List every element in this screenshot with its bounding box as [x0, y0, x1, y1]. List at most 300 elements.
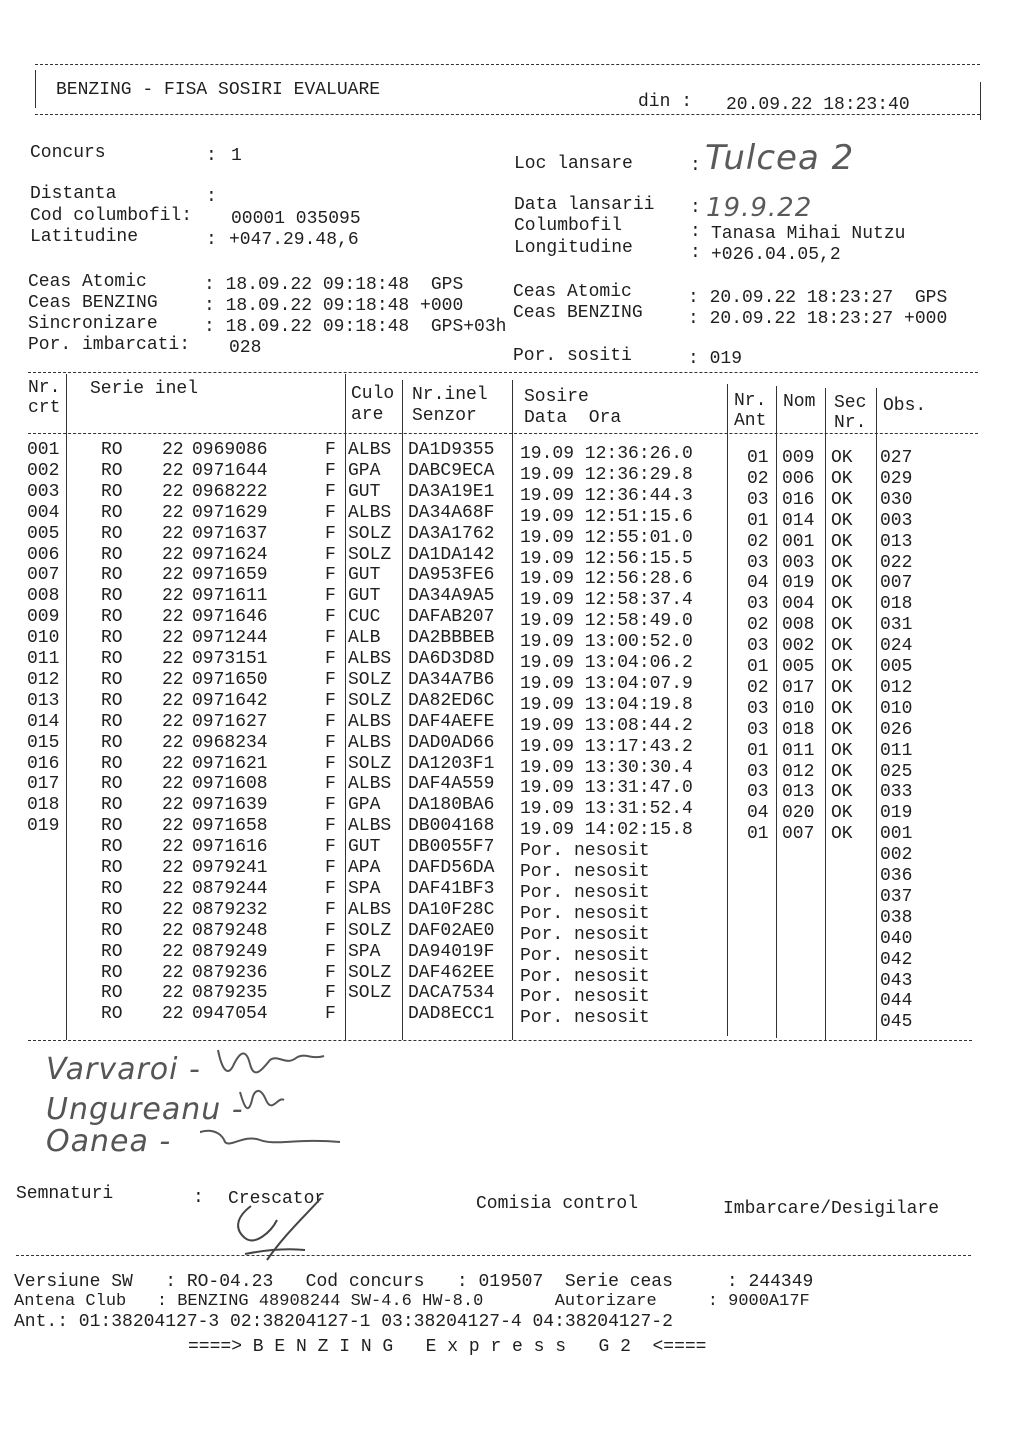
row-arrival: 19.09 12:36:29.8: [520, 464, 693, 485]
row-antenna: 02: [747, 615, 769, 636]
row-arrival: Por. nesosit: [520, 841, 650, 862]
row-antenna: 03: [747, 594, 769, 615]
columbofil-sep: :: [690, 222, 701, 242]
row-antenna: 03: [747, 782, 769, 803]
row-sex: F: [325, 690, 336, 711]
row-country: RO: [101, 586, 123, 607]
row-sec: OK: [831, 489, 853, 510]
row-nom: 007: [782, 824, 815, 845]
row-antenna: 01: [747, 510, 769, 531]
row-sex: F: [325, 837, 336, 858]
row-sex: F: [325, 774, 336, 795]
row-nr: 003: [27, 481, 60, 502]
row-sex: F: [325, 502, 336, 523]
th-nom: Nom: [783, 392, 816, 412]
row-arrival: 19.09 13:31:52.4: [520, 799, 693, 820]
row-year: 22: [162, 795, 184, 816]
table-top-rule: [28, 372, 978, 373]
row-ring-number: 0968234: [192, 732, 268, 753]
row-sensor: DA3A19E1: [408, 481, 495, 502]
row-color: ALBS: [348, 816, 392, 837]
row-sex: F: [325, 732, 336, 753]
row-sensor: DAF4AEFE: [408, 711, 495, 732]
row-ring-number: 0879236: [192, 962, 268, 983]
row-color: ALB: [348, 628, 381, 649]
row-ring-number: 0971637: [192, 523, 268, 544]
row-ring-number: 0971608: [192, 774, 268, 795]
row-sec: OK: [831, 510, 853, 531]
th-senzor-2: Senzor: [412, 406, 477, 426]
row-year: 22: [162, 711, 184, 732]
th-sec-2: Nr.: [834, 413, 867, 433]
row-year: 22: [162, 983, 184, 1004]
row-obs: 027: [880, 448, 913, 468]
row-country: RO: [101, 795, 123, 816]
row-country: RO: [101, 440, 123, 460]
handwritten-signatures-svg: [200, 1030, 360, 1160]
row-sex: F: [325, 753, 336, 774]
footer-line-2: Antena Club : BENZING 48908244 SW-4.6 HW-8.0 Autorizare : 9000A17F: [14, 1292, 810, 1311]
row-sec: OK: [831, 531, 853, 552]
row-antenna: 01: [747, 740, 769, 761]
row-color: SOLZ: [348, 690, 392, 711]
footer-line-3: Ant.: 01:38204127-3 02:38204127-1 03:38204127-4 04:38204127-2: [14, 1312, 673, 1332]
row-antenna: 03: [747, 698, 769, 719]
row-ring-number: 0971646: [192, 607, 268, 628]
row-nom: 018: [782, 719, 815, 740]
row-obs: 011: [880, 740, 913, 761]
row-sensor: DAF4A559: [408, 774, 495, 795]
row-country: RO: [101, 607, 123, 628]
row-country: RO: [101, 460, 123, 481]
row-nr: 010: [27, 628, 60, 649]
row-country: RO: [101, 711, 123, 732]
header-top-rule: [35, 64, 980, 65]
row-sensor: DAFAB207: [408, 607, 495, 628]
longitudine-value: +026.04.05,2: [711, 245, 841, 265]
row-obs: 022: [880, 552, 913, 573]
row-obs: 024: [880, 636, 913, 657]
row-arrival: 19.09 12:56:28.6: [520, 569, 693, 590]
row-color: ALBS: [348, 899, 392, 920]
row-nom: 014: [782, 510, 815, 531]
row-sec: OK: [831, 636, 853, 657]
latitudine-sep: :: [206, 230, 217, 250]
row-ring-number: 0971629: [192, 502, 268, 523]
row-ring-number: 0971611: [192, 586, 268, 607]
row-color: ALBS: [348, 502, 392, 523]
columbofil-value: Tanasa Mihai Nutzu: [711, 224, 906, 244]
row-ring-number: 0968222: [192, 481, 268, 502]
row-nom: 001: [782, 531, 815, 552]
row-nr: 006: [27, 544, 60, 565]
row-ring-number: 0879244: [192, 878, 268, 899]
row-sensor: DA34A9A5: [408, 586, 495, 607]
row-antenna: 01: [747, 824, 769, 845]
row-country: RO: [101, 565, 123, 586]
row-sensor: DAF02AE0: [408, 920, 495, 941]
row-arrival: 19.09 13:30:30.4: [520, 757, 693, 778]
row-sensor: DA3A1762: [408, 523, 495, 544]
row-sensor: DAFD56DA: [408, 858, 495, 878]
signature-3: [200, 1131, 340, 1144]
row-nr: 002: [27, 460, 60, 481]
row-obs: 045: [880, 1012, 913, 1033]
row-country: RO: [101, 774, 123, 795]
row-ring-number: 0879232: [192, 899, 268, 920]
row-country: RO: [101, 690, 123, 711]
row-nom: 019: [782, 573, 815, 594]
row-country: RO: [101, 899, 123, 920]
row-country: RO: [101, 753, 123, 774]
signature-2: [240, 1091, 284, 1108]
row-color: ALBS: [348, 711, 392, 732]
th-obs: Obs.: [883, 396, 927, 416]
loc-lansare-sep: :: [690, 156, 701, 176]
row-arrival: 19.09 13:31:47.0: [520, 778, 693, 799]
row-nr: 009: [27, 607, 60, 628]
row-color: GUT: [348, 565, 381, 586]
col-sep-sec: [876, 388, 877, 1040]
row-sex: F: [325, 920, 336, 941]
th-sosire-1: Sosire: [524, 387, 589, 407]
row-color: SPA: [348, 941, 381, 962]
document-title: BENZING - FISA SOSIRI EVALUARE: [56, 80, 381, 100]
row-sensor: DA34A7B6: [408, 669, 495, 690]
por-imbarcati-label: Por. imbarcati:: [28, 335, 191, 355]
row-nom: 006: [782, 468, 815, 489]
row-year: 22: [162, 941, 184, 962]
th-nr: Nr.: [28, 378, 61, 398]
row-country: RO: [101, 858, 123, 878]
row-antenna: 03: [747, 719, 769, 740]
por-imbarcati-value: 028: [229, 338, 262, 358]
row-year: 22: [162, 481, 184, 502]
row-nr: 007: [27, 565, 60, 586]
row-country: RO: [101, 920, 123, 941]
row-sex: F: [325, 1004, 336, 1025]
signature-1: [218, 1050, 324, 1072]
row-sensor: DA6D3D8D: [408, 649, 495, 669]
row-arrival: 19.09 14:02:15.8: [520, 820, 693, 841]
concurs-value: 1: [231, 146, 242, 166]
th-ant-2: Ant: [734, 411, 767, 431]
row-ring-number: 0971639: [192, 795, 268, 816]
row-country: RO: [101, 1004, 123, 1025]
row-country: RO: [101, 481, 123, 502]
row-color: GPA: [348, 795, 381, 816]
row-sex: F: [325, 440, 336, 460]
row-obs: 037: [880, 886, 913, 907]
semnaturi-label: Semnaturi: [16, 1184, 114, 1204]
data-lansarii-handwritten: 19.9.22: [706, 193, 813, 223]
col-sep-nr: [66, 374, 67, 1040]
row-country: RO: [101, 878, 123, 899]
col-sep-serie: [345, 374, 346, 1040]
col-sep-senzor: [512, 380, 513, 1040]
col-sep-culoare: [402, 380, 403, 1040]
row-nr: 016: [27, 753, 60, 774]
row-ring-number: 0971627: [192, 711, 268, 732]
semnaturi-sep: :: [193, 1188, 204, 1208]
row-antenna: 02: [747, 677, 769, 698]
cod-columbofil-value: 00001 035095: [231, 209, 361, 229]
row-year: 22: [162, 753, 184, 774]
row-obs: 005: [880, 657, 913, 677]
ceas-benzing-right-label: Ceas BENZING: [513, 303, 643, 323]
distanta-label: Distanta: [30, 184, 117, 204]
row-nom: 003: [782, 552, 815, 573]
row-year: 22: [162, 460, 184, 481]
row-sensor: DAF462EE: [408, 962, 495, 983]
row-sex: F: [325, 795, 336, 816]
row-sensor: DAD0AD66: [408, 732, 495, 753]
row-nom: 008: [782, 615, 815, 636]
row-arrival: Por. nesosit: [520, 903, 650, 924]
row-color: ALBS: [348, 649, 392, 669]
row-sex: F: [325, 962, 336, 983]
ceas-atomic-left-label: Ceas Atomic: [28, 272, 147, 292]
header-bottom-rule: [35, 114, 980, 115]
row-sec: OK: [831, 782, 853, 803]
row-sensor: DAF41BF3: [408, 878, 495, 899]
row-nr: 013: [27, 690, 60, 711]
row-sec: OK: [831, 552, 853, 573]
row-arrival: 19.09 13:04:07.9: [520, 673, 693, 694]
row-sec: OK: [831, 468, 853, 489]
distanta-sep: :: [206, 187, 217, 207]
row-year: 22: [162, 899, 184, 920]
row-arrival: 19.09 12:58:49.0: [520, 611, 693, 632]
row-antenna: 02: [747, 531, 769, 552]
columbofil-label: Columbofil: [514, 216, 623, 236]
row-country: RO: [101, 502, 123, 523]
row-sensor: DACA7534: [408, 983, 495, 1004]
row-nom: 010: [782, 698, 815, 719]
handwritten-note-2: Ungureanu -: [46, 1092, 244, 1127]
row-sec: OK: [831, 719, 853, 740]
row-arrival: Por. nesosit: [520, 862, 650, 882]
row-nom: 012: [782, 761, 815, 782]
row-color: ALBS: [348, 774, 392, 795]
data-lansarii-sep: :: [690, 198, 701, 218]
row-nom: 016: [782, 489, 815, 510]
th-culoare-2: are: [351, 405, 384, 425]
row-nr: 008: [27, 586, 60, 607]
row-nr: 012: [27, 669, 60, 690]
row-country: RO: [101, 544, 123, 565]
row-sensor: DA2BBBEB: [408, 628, 495, 649]
header-right-border: [980, 82, 981, 120]
row-sec: OK: [831, 448, 853, 468]
footer-line-4: ====> B E N Z I N G E x p r e s s G 2 <====: [188, 1337, 707, 1357]
row-sex: F: [325, 481, 336, 502]
row-sex: F: [325, 941, 336, 962]
row-color: GUT: [348, 586, 381, 607]
row-arrival: 19.09 12:51:15.6: [520, 506, 693, 527]
row-nom: 013: [782, 782, 815, 803]
row-nr: 004: [27, 502, 60, 523]
sincronizare-value: : 18.09.22 09:18:48 GPS+03h: [204, 317, 507, 337]
row-sex: F: [325, 649, 336, 669]
row-year: 22: [162, 565, 184, 586]
concurs-sep: :: [206, 146, 217, 166]
row-sex: F: [325, 899, 336, 920]
row-antenna: 04: [747, 573, 769, 594]
row-sec: OK: [831, 803, 853, 824]
row-year: 22: [162, 502, 184, 523]
row-country: RO: [101, 983, 123, 1004]
row-sensor: DA94019F: [408, 941, 495, 962]
row-sensor: DABC9ECA: [408, 460, 495, 481]
row-color: CUC: [348, 607, 381, 628]
row-sex: F: [325, 983, 336, 1004]
row-arrival: 19.09 13:08:44.2: [520, 715, 693, 736]
handwritten-note-1: Varvaroi -: [46, 1052, 201, 1087]
comisia-control-label: Comisia control: [476, 1194, 639, 1214]
row-year: 22: [162, 962, 184, 983]
th-serie-inel: Serie inel: [90, 379, 199, 399]
col-sep-nom: [825, 388, 826, 1040]
row-ring-number: 0971642: [192, 690, 268, 711]
cod-columbofil-label: Cod columbofil:: [30, 206, 193, 226]
row-sensor: DA180BA6: [408, 795, 495, 816]
row-nr: 017: [27, 774, 60, 795]
row-arrival: 19.09 13:04:06.2: [520, 653, 693, 673]
table-bottom-rule: [28, 1040, 972, 1041]
row-color: SOLZ: [348, 962, 392, 983]
row-sec: OK: [831, 573, 853, 594]
row-obs: 002: [880, 845, 913, 866]
row-year: 22: [162, 774, 184, 795]
row-antenna: 03: [747, 552, 769, 573]
row-color: GPA: [348, 460, 381, 481]
row-sensor: DB004168: [408, 816, 495, 837]
row-arrival: Por. nesosit: [520, 924, 650, 945]
row-antenna: 01: [747, 448, 769, 468]
row-year: 22: [162, 816, 184, 837]
row-nom: 017: [782, 677, 815, 698]
row-obs: 025: [880, 761, 913, 782]
row-arrival: Por. nesosit: [520, 945, 650, 966]
row-year: 22: [162, 690, 184, 711]
row-arrival: 19.09 12:55:01.0: [520, 527, 693, 548]
row-obs: 013: [880, 531, 913, 552]
handwritten-note-3: Oanea -: [46, 1124, 172, 1159]
row-obs: 031: [880, 615, 913, 636]
loc-lansare-handwritten: Tulcea 2: [705, 138, 855, 178]
row-obs: 012: [880, 677, 913, 698]
por-sositi-value: : 019: [688, 349, 743, 369]
footer-rule: [16, 1255, 971, 1256]
latitudine-value: +047.29.48,6: [229, 230, 359, 250]
row-sec: OK: [831, 698, 853, 719]
row-antenna: 04: [747, 803, 769, 824]
concurs-label: Concurs: [30, 143, 106, 163]
row-sex: F: [325, 858, 336, 878]
row-ring-number: 0971658: [192, 816, 268, 837]
row-obs: 044: [880, 991, 913, 1012]
row-arrival: 19.09 13:04:19.8: [520, 694, 693, 715]
row-sex: F: [325, 669, 336, 690]
row-country: RO: [101, 523, 123, 544]
row-nr: 011: [27, 649, 60, 669]
th-sec-1: Sec: [834, 393, 867, 413]
row-sex: F: [325, 816, 336, 837]
row-color: SOLZ: [348, 920, 392, 941]
row-color: SOLZ: [348, 983, 392, 1004]
ceas-atomic-left-value: : 18.09.22 09:18:48 GPS: [204, 275, 464, 295]
row-year: 22: [162, 649, 184, 669]
row-arrival: Por. nesosit: [520, 966, 650, 987]
row-ring-number: 0971644: [192, 460, 268, 481]
row-sec: OK: [831, 824, 853, 845]
row-country: RO: [101, 816, 123, 837]
row-obs: 010: [880, 698, 913, 719]
row-ring-number: 0879248: [192, 920, 268, 941]
row-country: RO: [101, 941, 123, 962]
sincronizare-label: Sincronizare: [28, 314, 158, 334]
row-arrival: Por. nesosit: [520, 882, 650, 903]
th-sosire-2: Data Ora: [524, 408, 622, 428]
por-sositi-label: Por. sositi: [513, 346, 632, 366]
row-ring-number: 0971650: [192, 669, 268, 690]
row-obs: 030: [880, 489, 913, 510]
row-color: GUT: [348, 481, 381, 502]
row-nom: 002: [782, 636, 815, 657]
crescator-signature-svg: [225, 1190, 340, 1270]
ceas-atomic-right-label: Ceas Atomic: [513, 282, 632, 302]
th-crt: crt: [28, 398, 61, 418]
row-antenna: 03: [747, 636, 769, 657]
row-year: 22: [162, 523, 184, 544]
row-nr: 018: [27, 795, 60, 816]
row-sex: F: [325, 607, 336, 628]
row-ring-number: 0971244: [192, 628, 268, 649]
data-lansarii-label: Data lansarii: [514, 195, 655, 215]
loc-lansare-label: Loc lansare: [514, 154, 633, 174]
row-antenna: 03: [747, 489, 769, 510]
row-year: 22: [162, 837, 184, 858]
header-datetime: 20.09.22 18:23:40: [726, 95, 910, 115]
row-country: RO: [101, 732, 123, 753]
th-culoare-1: Culo: [351, 384, 395, 404]
row-arrival: 19.09 12:56:15.5: [520, 548, 693, 569]
col-sep-sosire: [727, 384, 728, 1036]
row-ring-number: 0879249: [192, 941, 268, 962]
imbarcare-label: Imbarcare/Desigilare: [723, 1199, 940, 1219]
row-obs: 019: [880, 803, 913, 824]
row-color: ALBS: [348, 732, 392, 753]
row-sec: OK: [831, 657, 853, 677]
row-sex: F: [325, 544, 336, 565]
row-arrival: 19.09 13:00:52.0: [520, 632, 693, 653]
row-obs: 033: [880, 782, 913, 803]
row-color: APA: [348, 858, 381, 878]
row-color: SPA: [348, 878, 381, 899]
row-nr: 014: [27, 711, 60, 732]
row-antenna: 02: [747, 468, 769, 489]
ceas-atomic-right-value: : 20.09.22 18:23:27 GPS: [688, 288, 948, 308]
row-year: 22: [162, 732, 184, 753]
th-ant-1: Nr.: [734, 391, 767, 411]
col-sep-ant: [776, 386, 777, 1038]
row-nom: 005: [782, 657, 815, 677]
row-country: RO: [101, 628, 123, 649]
row-nr: 001: [27, 440, 60, 460]
row-obs: 036: [880, 866, 913, 886]
row-year: 22: [162, 628, 184, 649]
